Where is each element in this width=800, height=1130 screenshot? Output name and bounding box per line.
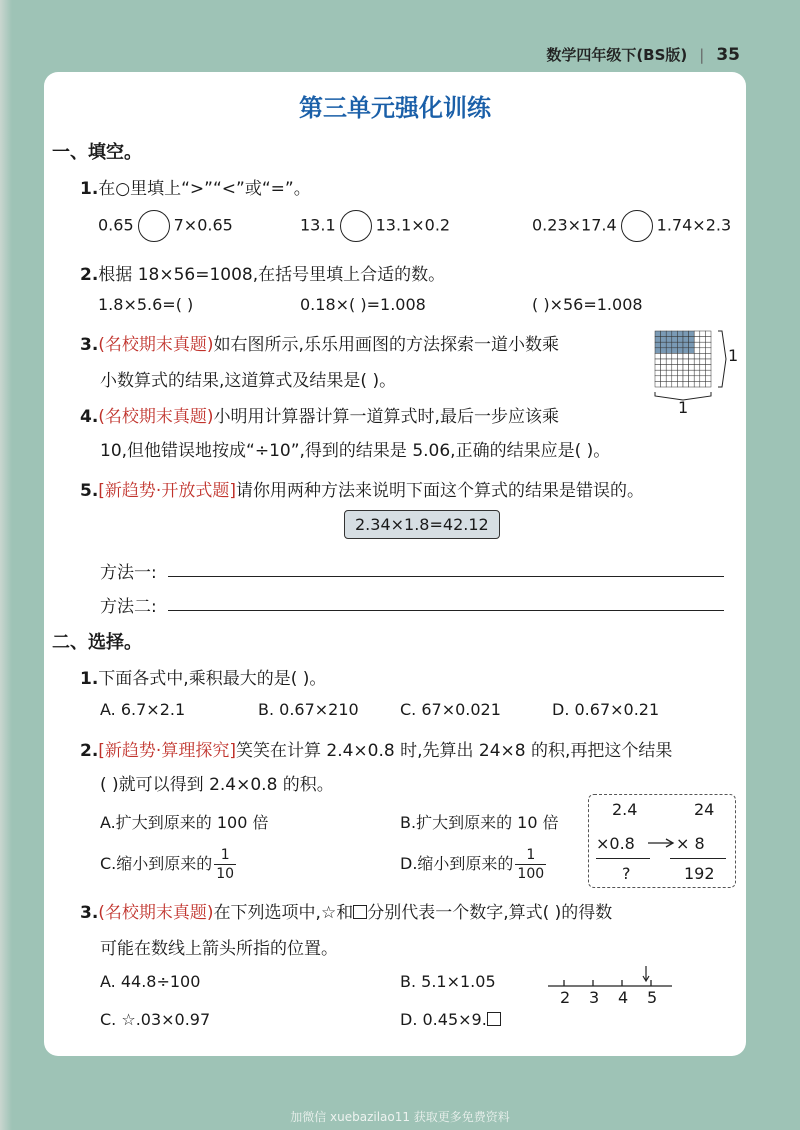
footer-watermark: 加微信 xuebazilao11 获取更多免费资料 <box>290 1110 510 1124</box>
grid-cell <box>705 353 711 359</box>
grid-cell <box>700 337 706 343</box>
grid-cell <box>661 376 667 382</box>
s1-q2-item-3[interactable]: ( )×56=1.008 <box>532 295 643 314</box>
s2-q3-prompt-a: 在下列选项中,☆和 <box>213 903 354 923</box>
grid-cell <box>705 359 711 365</box>
grid-cell <box>694 342 700 348</box>
grid-cell <box>694 331 700 337</box>
s2-q1-text <box>80 664 326 689</box>
grid-cell <box>705 365 711 371</box>
grid-cell <box>689 370 695 376</box>
grid-cell <box>705 348 711 354</box>
calc-b3: 192 <box>684 864 715 883</box>
s1-q4-prompt: 小明用计算器计算一道算式时,最后一步应该乘 <box>213 407 559 427</box>
grid-cell <box>694 359 700 365</box>
s2-q3-option-d[interactable] <box>400 1010 501 1029</box>
grid-cell <box>689 331 695 337</box>
s2-q2-line1 <box>80 736 672 761</box>
grid-cell <box>694 365 700 371</box>
s2-q1-prompt: 下面各式中,乘积最大的是( )。 <box>98 669 327 689</box>
s2-q3-number: 3. <box>80 903 99 923</box>
grid-cell <box>694 370 700 376</box>
grid-cell <box>705 337 711 343</box>
grid-cell <box>694 353 700 359</box>
grid-cell <box>655 348 661 354</box>
grid-cell <box>705 370 711 376</box>
s1-q3-line2[interactable]: 小数算式的结果,这道算式及结果是( )。 <box>100 371 397 391</box>
s2-q3-line1 <box>80 898 612 923</box>
grid-cell <box>677 365 683 371</box>
grid-cell <box>661 381 667 387</box>
s1-q2-item-2[interactable]: 0.18×( )=1.008 <box>300 295 426 314</box>
method1-label: 方法一: <box>100 563 157 583</box>
calc-rule-left <box>596 858 650 859</box>
option-d-text: D. 0.45×9. <box>400 1010 487 1029</box>
grid-cell <box>672 370 678 376</box>
grid-cell <box>655 376 661 382</box>
fraction-numerator: 1 <box>214 846 236 865</box>
fraction-denominator: 10 <box>216 866 235 882</box>
fraction-1-10 <box>214 846 236 883</box>
grid-cell <box>694 376 700 382</box>
grid-cell <box>700 381 706 387</box>
grid-cell <box>666 365 672 371</box>
grid-cell <box>683 331 689 337</box>
calc-a3: ? <box>622 864 631 883</box>
grid-cell <box>694 381 700 387</box>
s2-q2-number: 2. <box>80 741 99 761</box>
s1-q2-item-1[interactable]: 1.8×5.6=( ) <box>98 295 194 314</box>
s1-q5-prompt: 请你用两种方法来说明下面这个算式的结果是错误的。 <box>235 481 644 501</box>
s2-q3-line2: 可能在数线上箭头所指的位置。 <box>100 939 338 959</box>
s2-q2-option-b[interactable]: B.扩大到原来的 10 倍 <box>400 813 559 832</box>
calc-a1: 2.4 <box>612 800 638 819</box>
method2-answer-line[interactable] <box>168 610 724 611</box>
question-tag: (名校期末真题) <box>98 407 214 427</box>
s1-q5-text <box>80 476 644 501</box>
grid-cell <box>683 342 689 348</box>
grid-cell <box>655 381 661 387</box>
grid-cell <box>677 359 683 365</box>
method1-answer-line[interactable] <box>168 576 724 577</box>
grid-cell <box>666 342 672 348</box>
grid-cell <box>689 342 695 348</box>
grid-cell <box>700 342 706 348</box>
s1-q1-item-2 <box>300 210 450 242</box>
grid-cell <box>666 381 672 387</box>
grid-cell <box>672 376 678 382</box>
s2-q2-option-a[interactable]: A.扩大到原来的 100 倍 <box>100 813 269 832</box>
grid-cell <box>689 376 695 382</box>
s1-q1-number: 1. <box>80 179 99 199</box>
grid-cell <box>666 348 672 354</box>
question-tag: [新趋势·开放式题] <box>98 481 236 501</box>
grid-cell <box>661 337 667 343</box>
grid-cell <box>672 342 678 348</box>
s2-q1-number: 1. <box>80 669 99 689</box>
grid-cell <box>672 348 678 354</box>
grid-cell <box>677 342 683 348</box>
s2-q2-prompt: 笑笑在计算 2.4×0.8 时,先算出 24×8 的积,再把这个结果 <box>235 741 673 761</box>
s2-q3-option-c[interactable]: C. ☆.03×0.97 <box>100 1010 211 1029</box>
option-d-text: D.缩小到原来的 <box>400 854 514 873</box>
grid-cell <box>694 348 700 354</box>
grid-cell <box>694 337 700 343</box>
number-line-label: 3 <box>589 988 600 1007</box>
number-line-label: 4 <box>618 988 629 1007</box>
grid-cell <box>689 337 695 343</box>
grid-cell <box>661 348 667 354</box>
fraction-numerator: 1 <box>515 846 546 865</box>
square-icon <box>487 1012 501 1026</box>
grid-cell <box>677 353 683 359</box>
grid-cell <box>683 348 689 354</box>
grid-label-bottom: 1 <box>678 398 689 417</box>
compare-left: 0.23×17.4 <box>532 215 617 235</box>
answer-circle[interactable] <box>621 210 653 242</box>
grid-cell <box>700 353 706 359</box>
s1-q4-line2[interactable]: 10,但他错误地按成“÷10”,得到的结果是 5.06,正确的结果应是( )。 <box>100 441 611 461</box>
grid-cell <box>689 348 695 354</box>
calc-b2: × 8 <box>676 834 705 853</box>
grid-cell <box>689 365 695 371</box>
right-brace <box>718 331 726 387</box>
grid-cell <box>655 337 661 343</box>
grid-cell <box>705 381 711 387</box>
grid-cell <box>677 348 683 354</box>
calc-rule-right <box>670 858 726 859</box>
grid-cell <box>700 331 706 337</box>
compare-right: 1.74×2.3 <box>656 215 732 235</box>
grid-cell <box>683 337 689 343</box>
s1-q1-item-3 <box>532 210 731 242</box>
grid-cell <box>683 376 689 382</box>
s2-q1-option-b[interactable]: B. 0.67×210 <box>258 700 359 719</box>
grid-cell <box>700 376 706 382</box>
grid-cell <box>666 376 672 382</box>
s1-q1-prompt: 在○里填上“>”“<”或“=”。 <box>98 179 311 199</box>
s2-q3-prompt-b[interactable]: 分别代表一个数字,算式( )的得数 <box>367 903 613 923</box>
grid-cell <box>683 365 689 371</box>
grid-cell <box>666 359 672 365</box>
grid-cell <box>677 370 683 376</box>
page-number: 35 <box>716 45 740 65</box>
s2-q1-option-a[interactable]: A. 6.7×2.1 <box>100 700 186 719</box>
grid-cell <box>700 365 706 371</box>
grid-cell <box>672 365 678 371</box>
calc-b1: 24 <box>694 800 715 819</box>
compare-left: 0.65 <box>98 215 134 235</box>
grid-cell <box>655 359 661 365</box>
grid-label-right: 1 <box>728 346 739 365</box>
s1-q2-text <box>80 260 445 285</box>
grid-cell <box>666 370 672 376</box>
method2-label: 方法二: <box>100 597 157 617</box>
grid-cell <box>705 331 711 337</box>
grid-cell <box>677 337 683 343</box>
grid-cell <box>655 353 661 359</box>
grid-cell <box>666 353 672 359</box>
grid-cell <box>689 359 695 365</box>
s2-q1-option-c[interactable]: C. 67×0.021 <box>400 700 501 719</box>
worksheet-card <box>44 72 746 1056</box>
s1-q2-number: 2. <box>80 265 99 285</box>
grid-cell <box>683 370 689 376</box>
grid-cell <box>677 381 683 387</box>
grid-cell <box>666 337 672 343</box>
s2-q2-option-c[interactable] <box>100 846 236 883</box>
option-c-text: C.缩小到原来的 <box>100 854 213 873</box>
compare-right: 13.1×0.2 <box>375 215 451 235</box>
s1-q3-line1 <box>80 330 559 355</box>
section1-heading: 一、填空。 <box>52 142 142 163</box>
compare-left: 13.1 <box>300 215 336 235</box>
grid-cell <box>672 353 678 359</box>
grid-cell <box>672 337 678 343</box>
grid-cell <box>705 342 711 348</box>
grid-cell <box>655 342 661 348</box>
grid-cell <box>677 331 683 337</box>
page-header <box>546 44 740 65</box>
grid-cell <box>683 381 689 387</box>
s1-q1-text <box>80 174 311 199</box>
s1-q4-line1 <box>80 402 559 427</box>
answer-circle[interactable] <box>340 210 372 242</box>
s1-q1-item-1 <box>98 210 233 242</box>
s1-q4-number: 4. <box>80 407 99 427</box>
grid-cell <box>689 353 695 359</box>
s2-q2-line2[interactable]: ( )就可以得到 2.4×0.8 的积。 <box>100 775 334 795</box>
number-line-label: 5 <box>647 988 658 1007</box>
s1-q5-expression: 2.34×1.8=42.12 <box>344 510 500 539</box>
grid-cell <box>666 331 672 337</box>
s1-q2-prompt: 根据 18×56=1008,在括号里填上合适的数。 <box>98 265 446 285</box>
grid-cell <box>661 370 667 376</box>
grid-cell <box>661 359 667 365</box>
grid-cell <box>700 348 706 354</box>
compare-right: 7×0.65 <box>173 215 233 235</box>
grid-cell <box>661 342 667 348</box>
page-title: 第三单元强化训练 <box>299 94 491 122</box>
s2-q3-option-a[interactable]: A. 44.8÷100 <box>100 972 201 991</box>
grid-cell <box>672 359 678 365</box>
question-tag: (名校期末真题) <box>98 335 214 355</box>
book-spine <box>0 0 12 1130</box>
right-arrow-icon <box>646 836 676 850</box>
answer-circle[interactable] <box>138 210 170 242</box>
grid-cell <box>677 376 683 382</box>
grid-cell <box>672 381 678 387</box>
fraction-1-100 <box>515 846 546 883</box>
grid-cell <box>655 370 661 376</box>
s1-q5-number: 5. <box>80 481 99 501</box>
grid-cell <box>700 359 706 365</box>
calc-a2: ×0.8 <box>596 834 635 853</box>
question-tag: [新趋势·算理探究] <box>98 741 236 761</box>
grid-cell <box>672 331 678 337</box>
fraction-denominator: 100 <box>517 866 545 882</box>
header-separator: | <box>699 46 705 64</box>
grid-cell <box>689 381 695 387</box>
decimal-grid-figure <box>652 328 732 418</box>
grid-cell <box>661 331 667 337</box>
s1-q3-prompt: 如右图所示,乐乐用画图的方法探索一道小数乘 <box>213 335 559 355</box>
grid-cell <box>661 353 667 359</box>
grid-cell <box>705 376 711 382</box>
grid-cell <box>683 353 689 359</box>
number-line-label: 2 <box>560 988 571 1007</box>
square-icon <box>353 905 367 919</box>
s2-q1-option-d[interactable]: D. 0.67×0.21 <box>552 700 660 719</box>
s1-q3-number: 3. <box>80 335 99 355</box>
s2-q3-option-b[interactable]: B. 5.1×1.05 <box>400 972 496 991</box>
grid-cell <box>655 365 661 371</box>
grid-cell <box>700 370 706 376</box>
grid-cells <box>655 331 711 387</box>
question-tag: (名校期末真题) <box>98 903 214 923</box>
grid-cell <box>683 359 689 365</box>
section2-heading: 二、选择。 <box>52 632 142 653</box>
book-title: 数学四年级下(BS版) <box>546 46 688 64</box>
grid-cell <box>655 331 661 337</box>
grid-cell <box>661 365 667 371</box>
s2-q2-option-d[interactable] <box>400 846 546 883</box>
